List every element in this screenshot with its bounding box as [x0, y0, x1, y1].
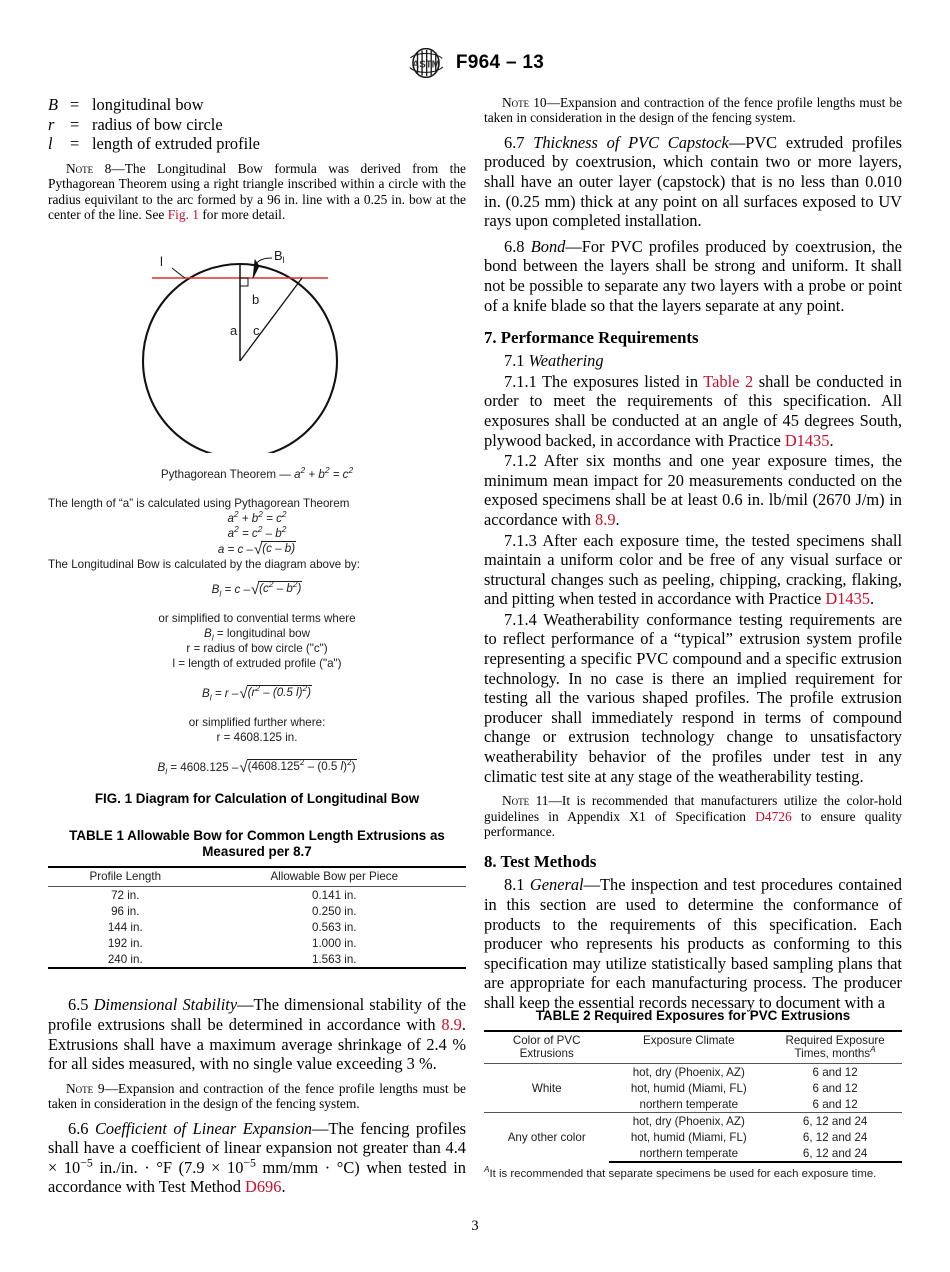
section-text-tail: . [869, 589, 875, 609]
note-8 [48, 161, 466, 223]
symbol-row [48, 95, 466, 115]
xref-8-9[interactable]: 8.9 [441, 1015, 462, 1034]
equation-1: $a^2 + b^2 = c^2$ [227, 509, 287, 526]
table-2-footnote [484, 1167, 902, 1181]
term-text: = longitudinal bow [213, 627, 310, 641]
table-row [484, 1064, 902, 1081]
astm-logo-icon [406, 48, 446, 78]
section-number: 7.1.2 [504, 451, 544, 471]
equation-5-mid: = r – [211, 687, 239, 701]
term-definition [48, 626, 466, 641]
table-2-header-cell [768, 1031, 902, 1064]
section-number: 6.7 [504, 132, 534, 152]
symbol-row [48, 115, 466, 135]
table-row [48, 887, 466, 904]
section-title: Coefficient of Linear Expansion [94, 1118, 312, 1138]
section-text: After six months and one year exposure times, the minimum mean impact for 20 measurements conducted on the exposed specimens shall be at least 0.6 in. lb/mil (2670 J/m) in accordance with [484, 451, 902, 529]
section-number: 7.1.1 [504, 371, 543, 391]
symbol: r [48, 114, 55, 134]
section-6-7 [484, 133, 902, 231]
section-text: —The inspection and test procedures contained in this section are used to determine the conformance of products to the requirements of this specification. Each producer who represents his products as conforming to this specification may utilize statistically based sampling plans that are appropriate for each manufacturing process. The producer shall keep the essential records necessary to document with a [484, 875, 902, 1012]
footnote-text: It is recommended that separate specimens be used for each exposure time. [489, 1168, 877, 1180]
xref-table-2[interactable]: Table 2 [703, 371, 754, 391]
section-title: Bond [530, 236, 566, 256]
note-label: Note 11 [502, 793, 549, 809]
exposure-climate: hot, dry (Phoenix, AZ) [609, 1113, 768, 1130]
left-column [48, 95, 466, 1198]
section-8-1 [484, 875, 902, 1012]
leader-line-bow [256, 258, 272, 264]
section-6-5 [48, 995, 466, 1073]
bow-intro: The Longitudinal Bow is calculated by the diagram above by: [48, 558, 360, 572]
note-text: —Expansion and contraction of the fence profile lengths must be taken in consideration in the design of the fencing system. [484, 95, 903, 126]
table-row [48, 903, 466, 919]
exposure-climate: hot, humid (Miami, FL) [630, 1130, 747, 1144]
right-column [484, 95, 902, 1014]
pvc-color: Any other color [484, 1113, 609, 1163]
xref-d1435[interactable]: D1435 [825, 589, 870, 609]
section-text: —The dimensional stability of the profile extrusions shall be determined in accordance with [48, 995, 466, 1034]
section-7-1-3 [484, 531, 902, 609]
section-number: 7.1.4 [504, 609, 544, 629]
section-number: 6.8 [504, 236, 531, 256]
section-title: General [529, 875, 584, 895]
arrow-bow [253, 260, 259, 278]
table-2-header-cell: Color of PVC Extrusions [484, 1031, 609, 1064]
xref-8-9[interactable]: 8.9 [595, 509, 616, 529]
note-9 [48, 1081, 466, 1112]
equation-5-sub: l [209, 692, 212, 703]
table-1-block [48, 828, 466, 969]
radius-value: r = 4608.125 in. [216, 731, 298, 745]
slant-line-c [240, 278, 302, 361]
table-1-header-cell: Allowable Bow per Piece [203, 867, 466, 887]
section-text: shall be conducted in order to meet the requirements of this specification. All exposures shall be conducted at an angle of 45 degrees South, plywood backed, in accordance with Practice [484, 371, 902, 450]
exposure-times: 6 and 12 [812, 1097, 858, 1111]
profile-length: 72 in. [111, 888, 140, 902]
profile-length: 144 in. [107, 920, 143, 934]
section-text: Weatherability conformance testing requirements are to reflect performance of a “typical” extrusion system profile representing a specific PVC compound and a specific extrusion technology. In no case is there an implied requirement for testing all the various shaped profiles. The profile extrusion producer shall immediately respond in terms of compound change or extrusion technology change to unsatisfactory weatherability behavior of the profiles under test in any climatic test site at any stage of the weatherability testing. [484, 609, 902, 786]
table-2-title: TABLE 2 Required Exposures for PVC Extrusions [535, 1008, 851, 1023]
symbol-definition: length of extruded profile [92, 134, 260, 154]
note-text-tail: to ensure quality performance. [484, 808, 902, 840]
pvc-color: White [531, 1081, 562, 1095]
pythagorean-prefix: Pythagorean Theorem — [160, 468, 295, 482]
xref-fig-1[interactable]: Fig. 1 [167, 207, 199, 222]
section-text-tail: . [829, 430, 834, 450]
heading-8: 8. Test Methods [484, 852, 597, 872]
section-6-8 [484, 237, 902, 315]
equation-6-mid: = 4608.125 – [167, 761, 239, 775]
table-row [48, 935, 466, 951]
table-2-block [484, 1008, 902, 1181]
section-6-6 [48, 1119, 466, 1197]
term-text: = radius of bow circle ("c") [190, 642, 328, 656]
section-number: 7.1.3 [504, 530, 543, 550]
section-number: 6.5 [68, 995, 94, 1015]
note-10 [484, 95, 902, 126]
note-label: Note 8 [66, 160, 112, 176]
svg-text:ASTM: ASTM [412, 59, 440, 71]
exponent: −5 [80, 1155, 93, 1170]
allowable-bow: 0.563 in. [312, 920, 357, 934]
heading-7: 7. Performance Requirements [484, 328, 699, 348]
table-1 [48, 866, 466, 969]
symbol-definition: radius of bow circle [92, 114, 223, 134]
equals-sign: = [70, 114, 80, 134]
section-title: Thickness of PVC Capstock [533, 132, 729, 152]
equation-4-mid: = c – [221, 583, 250, 597]
label-a: a [230, 323, 238, 339]
section-text: in./in. · °F (7.9 × 10 [92, 1157, 244, 1177]
note-text: —The Longitudinal Bow formula was derived from the Pythagorean Theorem using a right triangle inscribed within a circle with the radius equivilant to the arc formed by a 96 in. line with a 0.25 in. bow at the center of the line. See [48, 160, 466, 222]
derivation-intro: The length of “a” is calculated using Pythagorean Theorem [48, 497, 350, 511]
note-label: Note 10 [502, 95, 547, 110]
equation-6: $B_l = 4608.125$ –√(4608.125$^2$ – (0.5 l)$^2$) [157, 757, 356, 777]
section-text: —PVC extruded profiles produced by coextrusion, which contain two or more layers, shall have an outer layer (capstock) that is no less than 0.010 in. (0.25 mm) thick at any point on all surfaces exposed to UV rays upon completed installation. [484, 132, 902, 231]
section-title: Weathering [528, 351, 604, 371]
bow-circle-diagram [122, 238, 392, 453]
label-b: b [252, 292, 260, 308]
term-symbol: r [186, 642, 191, 656]
section-text: —The fencing profiles shall have a coefficient of linear expansion not greater than 4.4 × 10 [48, 1118, 466, 1177]
symbol: l [48, 134, 53, 154]
section-text: —For PVC profiles produced by coextrusion, the bond between the layers shall be strong and uniform. It shall not be possible to separate any two layers with a probe or point of a knife blade so that the layers separate at any point. [484, 236, 902, 315]
note-11 [484, 793, 902, 839]
xref-d1435[interactable]: D1435 [784, 430, 830, 450]
term-subscript: l [211, 632, 214, 643]
symbol-row [48, 134, 466, 154]
allowable-bow: 0.250 in. [312, 904, 357, 918]
equation-6-lhs: B [157, 761, 166, 775]
note-text: —Expansion and contraction of the fence profile lengths must be taken in consideration in the design of the fencing system. [48, 1080, 466, 1112]
exposure-climate: hot, dry (Phoenix, AZ) [632, 1065, 745, 1079]
table-row [484, 1113, 902, 1130]
figure-caption: FIG. 1 Diagram for Calculation of Longitudinal Bow [94, 791, 420, 807]
equation-3: a = c –√(c – b) [217, 541, 296, 559]
label-c: c [253, 323, 260, 339]
equals-sign: = [70, 134, 80, 154]
equation-6-radicand: (4608.125$^2$ – (0.5 l)$^2$) [247, 757, 356, 774]
equals-sign: = [70, 95, 80, 114]
section-text-tail: . [281, 1177, 286, 1197]
exposure-times: 6, 12 and 24 [768, 1145, 902, 1162]
pythagorean-equation: $a^2 + b^2 = c^2$ [294, 465, 354, 482]
note-text: —It is recommended that manufacturers utilize the color-hold guidelines in Appendix X1 of Specification [484, 793, 903, 824]
section-text-tail: . [615, 509, 620, 529]
exposure-climate: northern temperate [639, 1097, 739, 1111]
footnote-marker: A [484, 1165, 490, 1175]
section-7-1 [484, 351, 902, 371]
page-header [0, 48, 950, 83]
equation-3-lhs: a = c – [217, 543, 254, 557]
page-number: 3 [471, 1218, 479, 1234]
section-title: Dimensional Stability [93, 995, 238, 1015]
table-2-header-text: Required Exposure Times, months [785, 1034, 885, 1060]
label-bow: $B_l$ [274, 248, 285, 266]
equation-6-sub: l [165, 766, 168, 777]
further-intro: or simplified further where: [188, 716, 326, 730]
allowable-bow: 1.563 in. [203, 951, 466, 968]
section-text: After each exposure time, the tested specimens shall maintain a uniform color and be free of any visual surface or structural changes such as peeling, chipping, cracking, flaking, and pitting when tested in accordance with Practice [484, 530, 903, 609]
equation-5-lhs: B [202, 687, 210, 701]
note-text-tail: for more detail. [198, 207, 286, 222]
profile-length: 96 in. [111, 904, 140, 918]
equation-3-radicand: (c – b) [262, 542, 296, 556]
label-l: l [160, 254, 163, 270]
section-number: 7.1 [504, 351, 529, 371]
table-1-header-cell: Profile Length [48, 867, 203, 887]
exposure-times: 6 and 12 [812, 1065, 858, 1079]
equation-5: $B_l = r$ $-√(r^2 - (0.5$ l)$^2$) [202, 683, 311, 703]
section-number: 6.6 [68, 1118, 95, 1138]
exposure-times: 6, 12 and 24 [768, 1113, 902, 1130]
equation-4: $B_l = c$ $-√(c^2 - b^2)$ [211, 579, 302, 599]
figure-1 [48, 238, 466, 806]
exposure-times: 6 and 12 [812, 1081, 858, 1095]
profile-length: 192 in. [107, 936, 143, 950]
note-label: Note 9 [66, 1080, 105, 1096]
table-row [48, 919, 466, 935]
equation-2: $a^2 = c^2 - b^2$ [227, 524, 287, 541]
exposure-climate: northern temperate [609, 1145, 768, 1162]
simplify-intro: or simplified to convential terms where [158, 612, 356, 626]
document-designation: F964 – 13 [455, 52, 545, 73]
section-text: mm/mm · °C) when tested in accordance with Test Method [48, 1157, 467, 1197]
term-definition [48, 656, 466, 671]
equation-4-lhs: B [211, 583, 220, 597]
table-2-header-cell: Exposure Climate [609, 1031, 768, 1064]
equation-5-radicand: ($r^2 - (0.5$ l)$^2$) [247, 683, 311, 700]
allowable-bow: 0.141 in. [312, 888, 357, 902]
table-2 [484, 1030, 902, 1163]
xref-d4726[interactable]: D4726 [755, 808, 792, 824]
exposure-climate: hot, humid (Miami, FL) [630, 1081, 747, 1095]
term-symbol: l [172, 657, 176, 671]
allowable-bow: 1.000 in. [312, 936, 357, 950]
equation-4-radicand: $(c^2 - b^2)$ [259, 579, 302, 596]
equation-4-sub: l [219, 588, 222, 599]
table-row [48, 951, 466, 968]
symbol: B [48, 95, 59, 114]
term-symbol: B [204, 627, 212, 641]
symbol-definition: longitudinal bow [92, 95, 204, 114]
term-definition [48, 641, 466, 656]
leader-line-l [172, 268, 185, 278]
profile-length: 240 in. [48, 951, 203, 968]
table-1-title: TABLE 1 Allowable Bow for Common Length Extrusions as Measured per 8.7 [69, 828, 445, 860]
section-7-1-4 [484, 610, 902, 786]
section-number: 8.1 [504, 875, 530, 895]
pythagorean-theorem-line [48, 467, 466, 482]
symbol-definition-list [48, 95, 466, 154]
section-7-1-1 [484, 372, 902, 450]
section-text-tail: . Extrusions shall have a maximum average shrinkage of 2.4 % for all sides measured, with no single value exceeding 3 %. [48, 1015, 466, 1074]
footnote-marker: A [870, 1044, 876, 1055]
xref-d696[interactable]: D696 [245, 1177, 282, 1197]
exposure-times: 6, 12 and 24 [802, 1130, 868, 1144]
exponent: −5 [243, 1155, 256, 1170]
right-angle-marker [240, 278, 248, 286]
term-text: = length of extruded profile ("a") [175, 657, 342, 671]
section-7-1-2 [484, 451, 902, 529]
section-text: The exposures listed in [542, 371, 704, 391]
